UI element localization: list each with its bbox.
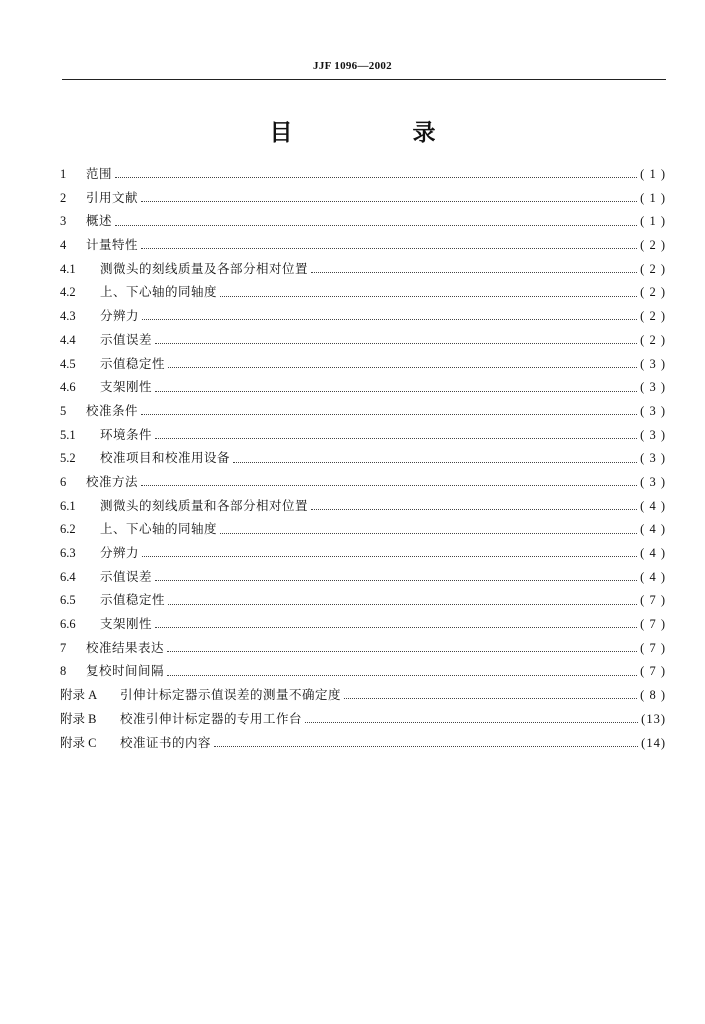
toc-dot-leader bbox=[141, 201, 637, 202]
toc-entry-page: ( 3 ) bbox=[640, 451, 666, 466]
toc-entry-number: 4.3 bbox=[60, 309, 76, 324]
toc-entry-page: ( 4 ) bbox=[640, 569, 666, 584]
toc-entry bbox=[60, 659, 666, 683]
toc-entry bbox=[60, 233, 666, 257]
toc-entry-title: 校准结果表达 bbox=[86, 639, 165, 655]
toc-dot-leader bbox=[155, 627, 637, 628]
toc-entry bbox=[60, 162, 666, 186]
toc-entry-title: 校准条件 bbox=[86, 402, 139, 418]
toc-entry-page: ( 3 ) bbox=[640, 474, 666, 489]
page-title: 目 录 bbox=[269, 120, 492, 146]
toc-entry bbox=[60, 423, 666, 447]
toc-entry-title: 支架刚性 bbox=[100, 379, 153, 395]
toc-entry-title: 上、下心轴的同轴度 bbox=[100, 284, 218, 300]
toc-entry-page: ( 7 ) bbox=[640, 664, 666, 679]
toc-dot-leader bbox=[168, 604, 637, 605]
toc-dot-leader bbox=[155, 391, 637, 392]
toc-entry-page: ( 1 ) bbox=[640, 214, 666, 229]
toc-dot-leader bbox=[305, 722, 638, 723]
toc-entry-title: 校准方法 bbox=[86, 473, 139, 489]
toc-entry bbox=[60, 731, 666, 755]
toc-entry-page: ( 2 ) bbox=[640, 332, 666, 347]
toc-entry-page: ( 1 ) bbox=[640, 167, 666, 181]
toc-entry-title: 计量特性 bbox=[86, 237, 139, 253]
toc-entry-number: 6.4 bbox=[60, 569, 76, 584]
toc-entry bbox=[60, 612, 666, 636]
toc-entry-page: ( 2 ) bbox=[640, 238, 666, 253]
toc-dot-leader bbox=[141, 485, 637, 486]
toc-dot-leader bbox=[155, 438, 637, 439]
toc-entry bbox=[60, 328, 666, 352]
toc-entry-number: 4.4 bbox=[60, 332, 76, 347]
toc-entry-number: 4.5 bbox=[60, 356, 76, 371]
toc-entry-number: 6.6 bbox=[60, 617, 76, 632]
toc-entry-page: ( 4 ) bbox=[640, 546, 666, 560]
toc-dot-leader bbox=[214, 746, 638, 747]
toc-entry-number: 7 bbox=[60, 640, 67, 655]
toc-entry-number: 附录 A bbox=[60, 688, 98, 703]
toc-entry bbox=[60, 352, 666, 376]
toc-entry-title: 示值稳定性 bbox=[100, 592, 166, 608]
toc-entry-page: (14) bbox=[641, 735, 666, 750]
toc-entry bbox=[60, 470, 666, 494]
toc-entry-title: 引用文献 bbox=[86, 189, 139, 205]
toc-entry-number: 4.6 bbox=[60, 380, 76, 395]
toc-entry-page: ( 2 ) bbox=[640, 285, 666, 300]
toc-entry-page: ( 7 ) bbox=[640, 640, 666, 655]
toc-entry-title: 上、下心轴的同轴度 bbox=[100, 521, 218, 537]
toc-entry-title: 校准引伸计标定器的专用工作台 bbox=[120, 710, 303, 726]
toc-entry-number: 5 bbox=[60, 403, 67, 418]
toc-entry-number: 4.1 bbox=[60, 261, 76, 276]
toc-entry-title: 测微头的刻线质量和各部分相对位置 bbox=[100, 497, 309, 513]
toc-entry-title: 复校时间间隔 bbox=[86, 663, 165, 679]
toc-dot-leader bbox=[233, 462, 637, 463]
toc-entry-page: ( 3 ) bbox=[640, 427, 666, 442]
toc-entry-number: 6.2 bbox=[60, 522, 76, 537]
toc-entry-title: 范围 bbox=[86, 166, 113, 181]
toc-entry-title: 环境条件 bbox=[100, 426, 153, 442]
toc-entry-page: ( 7 ) bbox=[640, 617, 666, 632]
toc-dot-leader bbox=[142, 319, 637, 320]
toc-entry-page: ( 3 ) bbox=[640, 403, 666, 418]
toc-dot-leader bbox=[311, 272, 637, 273]
toc-entry-title: 示值误差 bbox=[100, 568, 153, 584]
toc-entry-title: 校准证书的内容 bbox=[120, 734, 212, 750]
toc-entry-title: 分辨力 bbox=[100, 308, 140, 324]
toc-dot-leader bbox=[115, 225, 637, 226]
toc-entry bbox=[60, 588, 666, 612]
toc-dot-leader bbox=[155, 580, 637, 581]
toc-entry-page: ( 3 ) bbox=[640, 380, 666, 395]
toc-entry-number: 附录 C bbox=[60, 735, 97, 750]
toc-dot-leader bbox=[344, 698, 637, 699]
toc-entry bbox=[60, 375, 666, 399]
toc-entry-page: ( 7 ) bbox=[640, 593, 666, 608]
toc-entry-number: 3 bbox=[60, 214, 67, 229]
toc-entry-title: 概述 bbox=[86, 213, 113, 229]
toc-entry-number: 6.5 bbox=[60, 593, 76, 608]
toc-entry-number: 6.1 bbox=[60, 498, 76, 513]
toc-entry-page: ( 2 ) bbox=[640, 309, 666, 324]
header-rule bbox=[62, 79, 666, 80]
toc-entry-number: 4 bbox=[60, 238, 67, 253]
toc-entry-title: 引伸计标定器示值误差的测量不确定度 bbox=[120, 687, 342, 703]
toc-entry-number: 8 bbox=[60, 664, 67, 679]
toc-entry-title: 测微头的刻线质量及各部分相对位置 bbox=[100, 260, 309, 276]
toc-dot-leader bbox=[155, 343, 637, 344]
toc-dot-leader bbox=[220, 533, 637, 534]
toc-entry-number: 1 bbox=[60, 167, 67, 181]
toc-entry-number: 4.2 bbox=[60, 285, 76, 300]
toc-entry bbox=[60, 683, 666, 707]
toc-entry-page: ( 4 ) bbox=[640, 522, 666, 537]
toc-entry bbox=[60, 446, 666, 470]
toc-entry-title: 校准项目和校准用设备 bbox=[100, 450, 231, 466]
toc-entry-page: (13) bbox=[641, 711, 666, 726]
toc-entry-number: 5.2 bbox=[60, 451, 76, 466]
toc-entry bbox=[60, 707, 666, 731]
toc-entry-number: 6 bbox=[60, 474, 67, 489]
toc-entry-number: 2 bbox=[60, 190, 67, 205]
toc-entry-title: 支架刚性 bbox=[100, 616, 153, 632]
toc-entry-number: 附录 B bbox=[60, 711, 97, 726]
toc-entry bbox=[60, 565, 666, 589]
toc-dot-leader bbox=[141, 248, 637, 249]
toc-entry-page: ( 1 ) bbox=[640, 190, 666, 205]
toc-entry-page: ( 3 ) bbox=[640, 356, 666, 371]
toc-entry bbox=[60, 257, 666, 281]
toc-entry-number: 5.1 bbox=[60, 427, 76, 442]
toc-entry-title: 示值误差 bbox=[100, 331, 153, 347]
toc-dot-leader bbox=[168, 367, 637, 368]
toc-entry bbox=[60, 209, 666, 233]
toc-dot-leader bbox=[115, 177, 637, 178]
toc-entry-title: 分辨力 bbox=[100, 545, 140, 560]
toc-entry bbox=[60, 517, 666, 541]
toc-dot-leader bbox=[220, 296, 637, 297]
toc-dot-leader bbox=[311, 509, 637, 510]
toc-entry bbox=[60, 399, 666, 423]
toc-entry bbox=[60, 280, 666, 304]
toc-entry-page: ( 2 ) bbox=[640, 261, 666, 276]
toc-dot-leader bbox=[167, 675, 637, 676]
toc-entry-page: ( 4 ) bbox=[640, 498, 666, 513]
toc-dot-leader bbox=[142, 556, 637, 557]
toc-dot-leader bbox=[167, 651, 637, 652]
toc-entry bbox=[60, 186, 666, 210]
document-code: JJF 1096—2002 bbox=[313, 60, 392, 72]
toc-entry-page: ( 8 ) bbox=[640, 688, 666, 703]
toc-entry bbox=[60, 304, 666, 328]
table-of-contents bbox=[60, 162, 666, 754]
toc-entry-title: 示值稳定性 bbox=[100, 355, 166, 371]
toc-entry bbox=[60, 541, 666, 565]
toc-dot-leader bbox=[141, 414, 637, 415]
toc-entry bbox=[60, 494, 666, 518]
toc-entry bbox=[60, 636, 666, 660]
toc-entry-number: 6.3 bbox=[60, 546, 76, 560]
